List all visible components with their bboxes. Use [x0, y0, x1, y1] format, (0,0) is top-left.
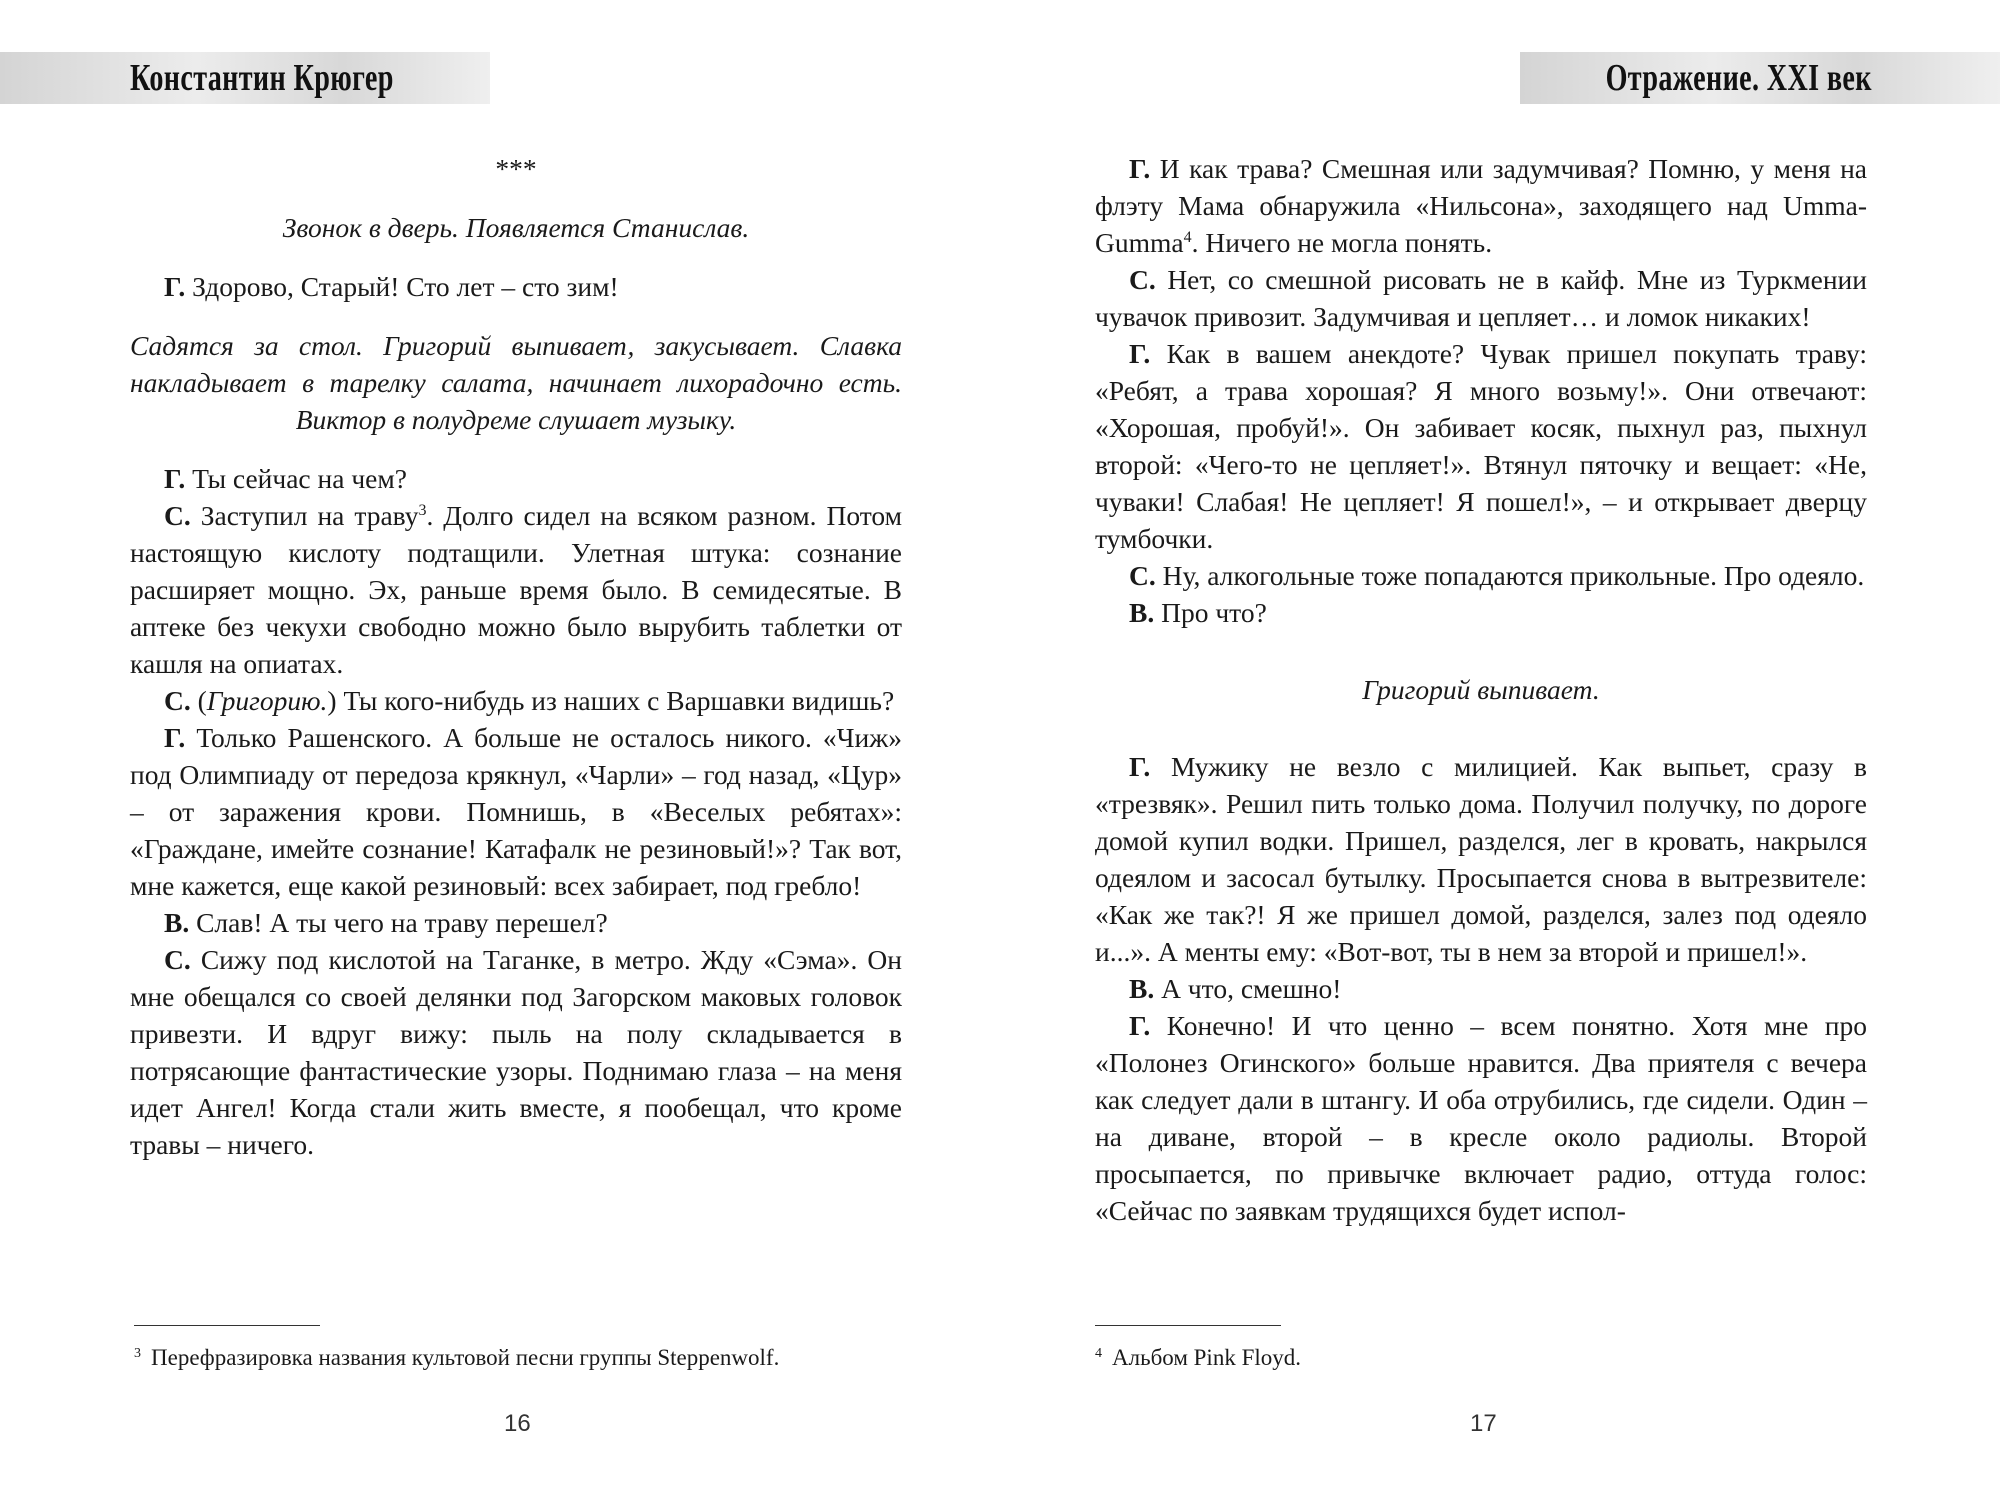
dialogue-line: В. Слав! А ты чего на траву перешел? [164, 907, 608, 938]
speaker: Г. [1129, 153, 1151, 184]
stage-direction: Григорий выпивает. [1362, 674, 1600, 705]
footnote-ref: 4 [1183, 229, 1192, 246]
speaker: С. [1129, 264, 1156, 295]
dialogue-line: В. А что, смешно! [1129, 973, 1342, 1004]
footnote: $^4$ Альбом Pink Floyd. [1095, 1345, 1302, 1370]
dialogue-line: В. Про что? [1129, 597, 1267, 628]
speaker: Г. [1129, 1010, 1151, 1041]
dialogue-line: Г. Мужику не везло с милицией. Как выпьет, сразу в «трезвяк». Решил пить только дома. Получил получку, по дороге домой купил водки. Пришел, разделся, лег в кровать, накрылся одеялом и засосал бутылку. Просыпается снова в вытрезвителе: «Как же так?! Я же пришел домой, разделся, залез под одеяло и...». А менты ему: «Вот-вот, ты в нем за второй и пришел!». [1095, 751, 1867, 967]
page-number: 17 [1470, 1410, 1497, 1437]
footnote-rule [1095, 1325, 1281, 1326]
right-page [1000, 0, 2000, 1510]
page-number: 16 [504, 1410, 531, 1437]
dialogue-line: Г. И как трава? Смешная или задумчивая? Помню, у меня на флэту Мама обнаружила «Нильсона», заходящего над Umma-Gumma$^4$. Ничего не могла понять. [1095, 153, 1867, 258]
speaker: В. [1129, 973, 1155, 1004]
speaker: С. [164, 944, 191, 975]
footnote-rule [134, 1325, 320, 1326]
speaker: С. [164, 500, 191, 531]
speaker: Г. [164, 463, 186, 494]
speaker: С. [164, 685, 191, 716]
speaker: С. [1129, 560, 1156, 591]
speaker: Г. [1129, 338, 1151, 369]
footnote-ref: 3 [418, 502, 427, 519]
dialogue-line: С. Ну, алкогольные тоже попадаются прикольные. Про одеяло. [1129, 560, 1865, 591]
footnote: $^3$ Перефразировка названия культовой песни группы Steppenwolf. [134, 1345, 780, 1370]
speaker: Г. [1129, 751, 1151, 782]
dialogue-line: Г. Только Рашенского. А больше не осталось никого. «Чиж» под Олимпиаду от передоза крякнул, «Чарли» – год назад, «Цур» – от заражения крови. Помнишь, в «Веселых ребятах»: «Граждане, имейте сознание! Катафалк не резиновый!»? Так вот, мне кажется, еще какой резиновый: всех забирает, под гребло! [130, 722, 902, 901]
dialogue-line: С. Заступил на траву$^3$. Долго сидел на всяком разном. Потом настоящую кислоту подтащили. Улетная штука: сознание расширяет мощно. Эх, раньше время было. В семидесятые. В аптеке без чекухи свободно можно было вырубить таблетки от кашля на опиатах. [130, 500, 902, 679]
dialogue-line: С. Нет, со смешной рисовать не в кайф. Мне из Туркмении чувачок привозит. Задумчивая и цепляет… и ломок никаких! [1095, 264, 1867, 332]
dialogue-line: Г. Как в вашем анекдоте? Чувак пришел покупать траву: «Ребят, а трава хорошая? Я много возьму!». Они отвечают: «Хорошая, пробуй!». Он забивает косяк, пыхнул раз, пыхнул второй: «Чего-то не цепляет!». Втянул пяточку и вещает: «Не, чуваки! Слабая! Не цепляет! Я пошел!», – и открывает дверцу тумбочки. [1095, 338, 1867, 554]
speaker: В. [1129, 597, 1155, 628]
running-head-author: Константин Крюгер [130, 57, 394, 99]
running-head-title: Отражение. XXI век [1605, 57, 1872, 99]
dialogue-line: С. Сижу под кислотой на Таганке, в метро. Жду «Сэма». Он мне обещался со своей делянки под Загорском маковых головок привезти. И вдруг вижу: пыль на полу складывается в потрясающие фантастические узоры. Поднимаю глаза – на меня идет Ангел! Когда стали жить вместе, я пообещал, что кроме травы – ничего. [130, 944, 902, 1160]
left-body-text [130, 150, 902, 1163]
section-break: *** [495, 153, 537, 184]
speaker: Г. [164, 271, 186, 302]
speaker: В. [164, 907, 190, 938]
speaker: Г. [164, 722, 186, 753]
dialogue-line: Г. Конечно! И что ценно – всем понятно. Хотя мне про «Полонез Огинского» больше нравится. Два приятеля с вечера как следует дали в штангу. И оба отрубились, где сидели. Один – на диване, второй – в кресле около радиолы. Второй просыпается, по привычке включает радио, оттуда голос: «Сейчас по заявкам трудящихся будет испол- [1095, 1010, 1867, 1226]
dialogue-line: Г. Ты сейчас на чем? [164, 463, 407, 494]
right-body-text [1095, 150, 1867, 1229]
dialogue-line: С. (Григорию.) Ты кого-нибудь из наших с Варшавки видишь? [164, 685, 895, 716]
stage-direction: Звонок в дверь. Появляется Станислав. [282, 212, 750, 243]
dialogue-line: Г. Здорово, Старый! Сто лет – сто зим! [164, 271, 619, 302]
stage-direction: Садятся за стол. Григорий выпивает, закусывает. Славка накладывает в тарелку салата, начинает лихорадочно есть. Виктор в полудреме слушает музыку. [130, 330, 902, 435]
